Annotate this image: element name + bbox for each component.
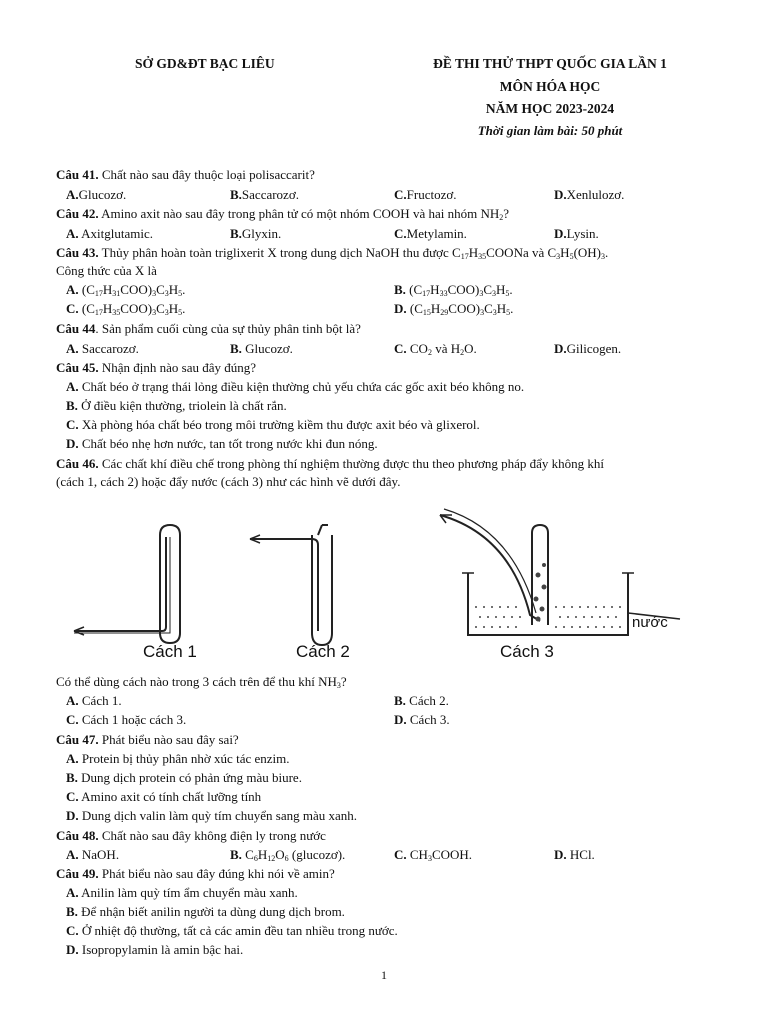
tube-2	[250, 525, 332, 645]
exam-time: Thời gian làm bài: 50 phút	[477, 123, 623, 138]
question-43-line2: Công thức của X là	[56, 263, 157, 278]
q49-option-d: D. Isopropylamin là amin bậc hai.	[66, 942, 244, 957]
q46-option-a: A. Cách 1.	[66, 693, 122, 708]
q44-option-c: C. $CO_2$ và $H_2O$.	[394, 341, 477, 357]
q41-option-d: D.Xenlulozơ.	[554, 187, 625, 202]
q45-option-c: C. Xà phòng hóa chất béo trong môi trường kiềm thu được axit béo và glixerol.	[66, 417, 480, 432]
q43-option-d: D. $(C_{15}H_{29}COO)_3C_3H_5$.	[394, 301, 514, 317]
figure-label-1: Cách 1	[143, 642, 197, 661]
water-label: nước	[632, 614, 668, 631]
q41-text: Chất nào sau đây thuộc loại polisaccarit?	[98, 167, 315, 182]
gas-collection-figure	[60, 495, 710, 665]
exam-subject: MÔN HÓA HỌC	[499, 79, 601, 94]
school-name: SỞ GD&ĐT BẠC LIÊU	[135, 56, 275, 71]
q44-option-d: D.Gilicogen.	[554, 341, 622, 356]
exam-title: ĐỀ THI THỬ THPT QUỐC GIA LẦN 1	[433, 56, 667, 71]
q48-option-d: D. HCl.	[554, 847, 595, 862]
question-46-prompt: Có thể dùng cách nào trong 3 cách trên để thu khí $NH_3$?	[56, 674, 347, 690]
q43-option-a: A. $(C_{17}H_{31}COO)_3C_3H_5$.	[66, 282, 186, 298]
tube-1	[74, 525, 180, 643]
question-41	[56, 166, 748, 183]
q44-option-a: A. Saccarozơ.	[66, 341, 139, 356]
question-49: Câu 49. Phát biểu nào sau đây đúng khi nói về amin?	[56, 866, 335, 881]
q46-option-c: C. Cách 1 hoặc cách 3.	[66, 712, 187, 727]
question-48: Câu 48. Chất nào sau đây không điện ly trong nước	[56, 828, 326, 843]
figure-label-2: Cách 2	[296, 642, 350, 661]
q44-option-b: B. Glucozơ.	[230, 341, 293, 356]
q45-option-a: A. Chất béo ở trạng thái lỏng điều kiện thường chủ yếu chứa các gốc axit béo không no.	[66, 379, 525, 394]
q48-option-b: B. $C_6H_{12}O_6$ (glucozơ).	[230, 847, 346, 863]
figure-label-3: Cách 3	[500, 642, 554, 661]
q41-option-a: A.Glucozơ.	[66, 187, 127, 202]
question-43: Câu 43. Thủy phân hoàn toàn triglixerit X trong dung dịch NaOH thu được $C_{17}H_{35}COONa$ và $C_3H_5(OH)_3$.	[56, 245, 609, 261]
exam-year: NĂM HỌC 2023-2024	[485, 101, 615, 116]
q47-option-b: B. Dung dịch protein có phản ứng màu biure.	[66, 770, 302, 785]
q42-option-a: A. Axitglutamic.	[66, 226, 154, 241]
q48-option-c: C. $CH_3COOH$.	[394, 847, 473, 863]
q45-option-d: D. Chất béo nhẹ hơn nước, tan tốt trong nước khi đun nóng.	[66, 436, 378, 451]
q41-label: Câu 41.	[56, 167, 99, 182]
question-46-line2: (cách 1, cách 2) hoặc đẩy nước (cách 3) như các hình vẽ dưới đây.	[56, 474, 401, 489]
question-44: Câu 44. Sản phẩm cuối cùng của sự thủy phân tinh bột là?	[56, 321, 361, 336]
q47-option-a: A. Protein bị thủy phân nhờ xúc tác enzim.	[66, 751, 290, 766]
q42-option-b: B.Glyxin.	[230, 226, 282, 241]
q47-option-d: D. Dung dịch valin làm quỳ tím chuyển sang màu xanh.	[66, 808, 358, 823]
question-42: Câu 42. Amino axit nào sau đây trong phân tử có một nhóm COOH và hai nhóm $NH_2$?	[56, 206, 510, 222]
q46-option-d: D. Cách 3.	[394, 712, 450, 727]
q43-option-b: B. $(C_{17}H_{33}COO)_3C_3H_5$.	[394, 282, 513, 298]
q49-option-c: C. Ở nhiệt độ thường, tất cả các amin đều tan nhiều trong nước.	[66, 923, 398, 938]
q41-option-c: C.Fructozơ.	[394, 187, 457, 202]
q48-option-a: A. NaOH.	[66, 847, 120, 862]
q45-option-b: B. Ở điều kiện thường, triolein là chất rắn.	[66, 398, 287, 413]
q49-option-a: A. Anilin làm quỳ tím ẩm chuyển màu xanh.	[66, 885, 298, 900]
q47-option-c: C. Amino axit có tính chất lưỡng tính	[66, 789, 262, 804]
question-47: Câu 47. Phát biểu nào sau đây sai?	[56, 732, 239, 747]
q42-option-c: C.Metylamin.	[394, 226, 467, 241]
q49-option-b: B. Để nhận biết anilin người ta dùng dung dịch brom.	[66, 904, 345, 919]
question-46: Câu 46. Các chất khí điều chế trong phòng thí nghiệm thường được thu theo phương pháp đẩy không khí	[56, 456, 604, 471]
q43-option-c: C. $(C_{17}H_{35}COO)_3C_3H_5$.	[66, 301, 186, 317]
page-number: 1	[381, 968, 387, 982]
q41-option-b: B.Saccarozơ.	[230, 187, 299, 202]
q46-option-b: B. Cách 2.	[394, 693, 449, 708]
question-45: Câu 45. Nhận định nào sau đây đúng?	[56, 360, 257, 375]
q42-option-d: D.Lysin.	[554, 226, 599, 241]
